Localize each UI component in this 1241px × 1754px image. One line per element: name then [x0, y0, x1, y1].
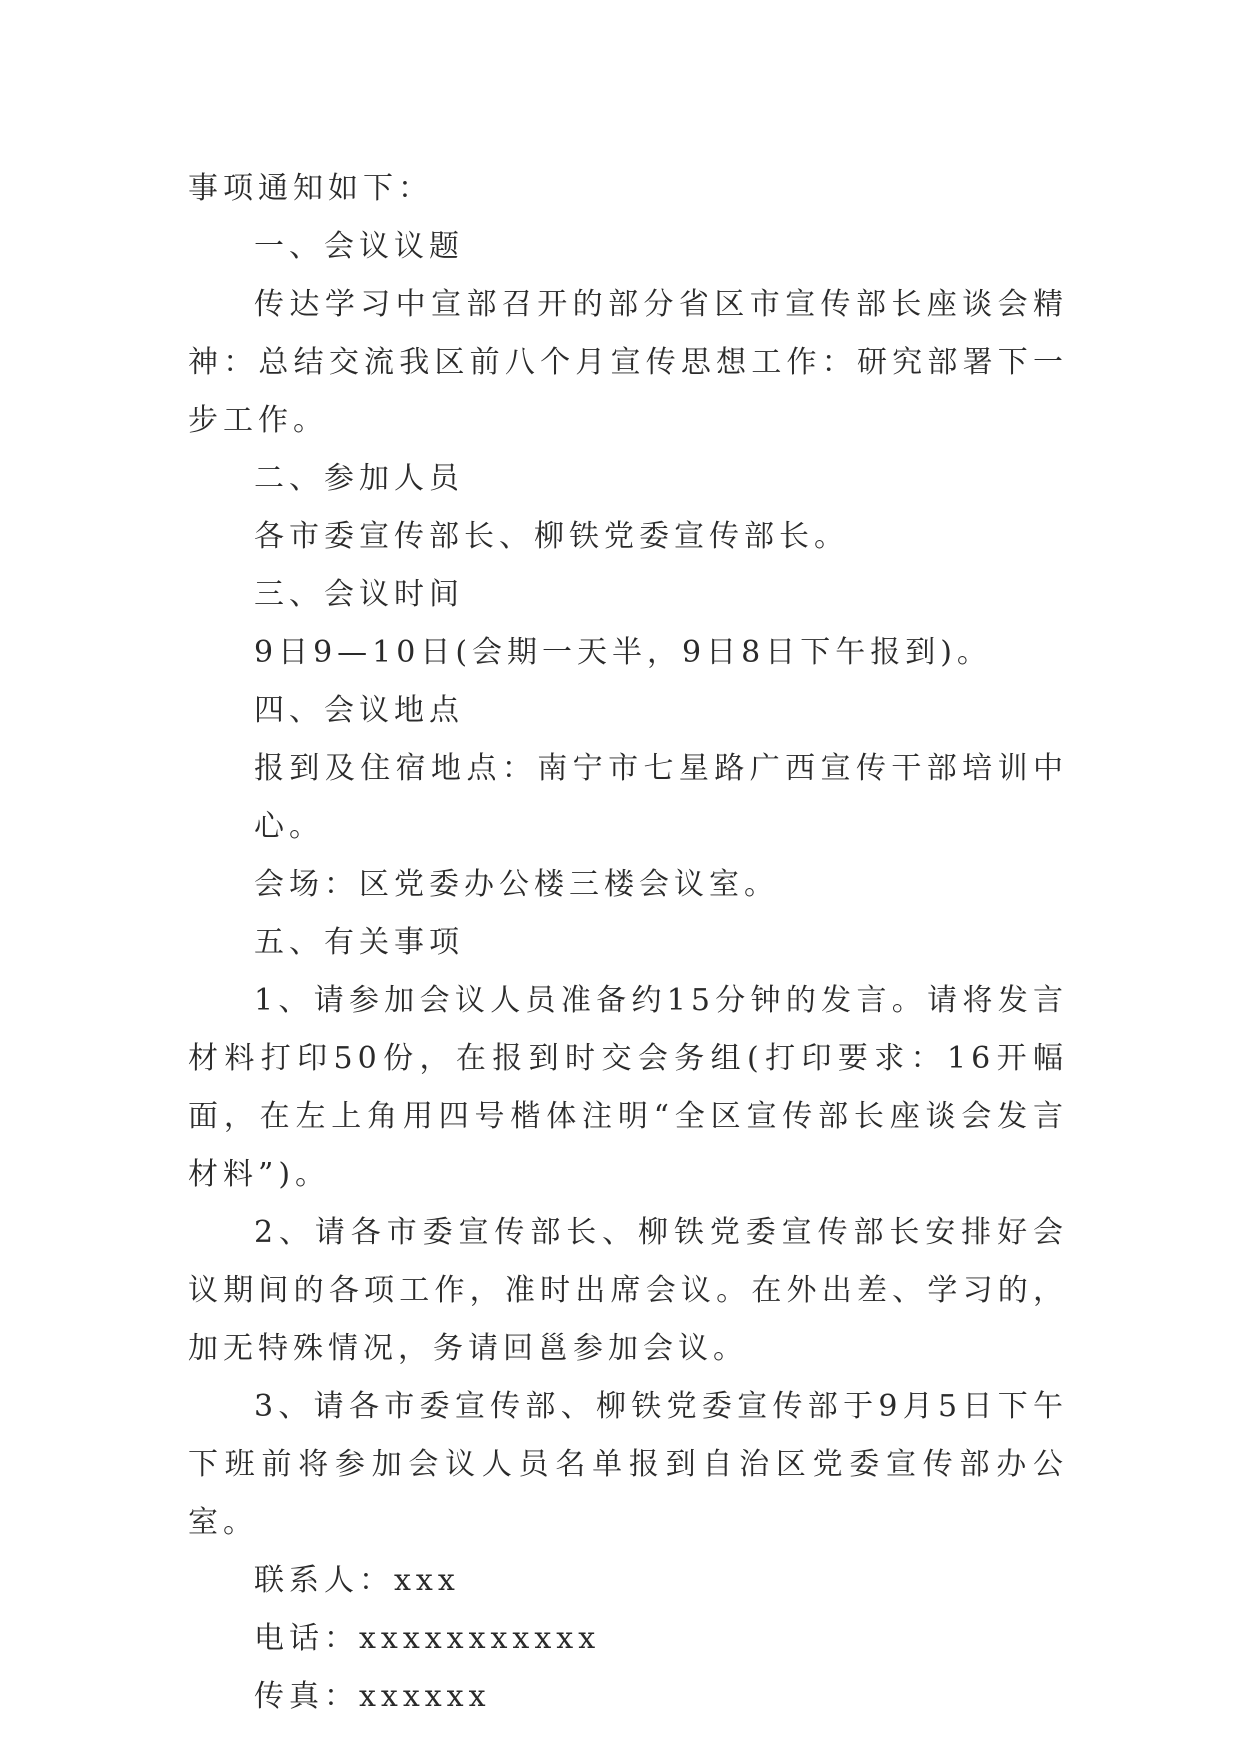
contact-phone: 电话：xxxxxxxxxxx	[254, 1621, 601, 1656]
section-body-lodging: 报到及住宿地点：南宁市七星路广西宣传干部培训中心。	[254, 751, 1068, 844]
contact-person: 联系人：xxx	[254, 1563, 460, 1598]
intro-line: 事项通知如下：	[188, 171, 433, 206]
section-body-topic: 传达学习中宣部召开的部分省区市宣传部长座谈会精神：总结交流我区前八个月宣传思想工作：研究部署下一步工作。	[188, 287, 1068, 438]
matters-item-1: 1、请参加会议人员准备约15分钟的发言。请将发言材料打印50份，在报到时交会务组(打印要求：16开幅面，在左上角用四号楷体注明“全区宣传部长座谈会发言材料”)。	[188, 983, 1068, 1192]
document-body	[188, 160, 1068, 1726]
section-heading-matters: 五、有关事项	[254, 925, 464, 960]
section-body-venue: 会场：区党委办公楼三楼会议室。	[254, 867, 779, 902]
matters-item-2: 2、请各市委宣传部长、柳铁党委宣传部长安排好会议期间的各项工作，准时出席会议。在外出差、学习的，加无特殊情况，务请回邕参加会议。	[188, 1215, 1068, 1366]
section-heading-time: 三、会议时间	[254, 577, 464, 612]
matters-item-3: 3、请各市委宣传部、柳铁党委宣传部于9月5日下午下班前将参加会议人员名单报到自治区党委宣传部办公室。	[188, 1389, 1068, 1540]
section-heading-attendees: 二、参加人员	[254, 461, 464, 496]
section-heading-location: 四、会议地点	[254, 693, 464, 728]
contact-fax: 传真：xxxxxx	[254, 1679, 491, 1714]
section-heading-topic: 一、会议议题	[254, 229, 464, 264]
section-body-attendees: 各市委宣传部长、柳铁党委宣传部长。	[254, 519, 849, 554]
section-body-time: 9日9—10日(会期一天半，9日8日下午报到)。	[254, 635, 992, 670]
